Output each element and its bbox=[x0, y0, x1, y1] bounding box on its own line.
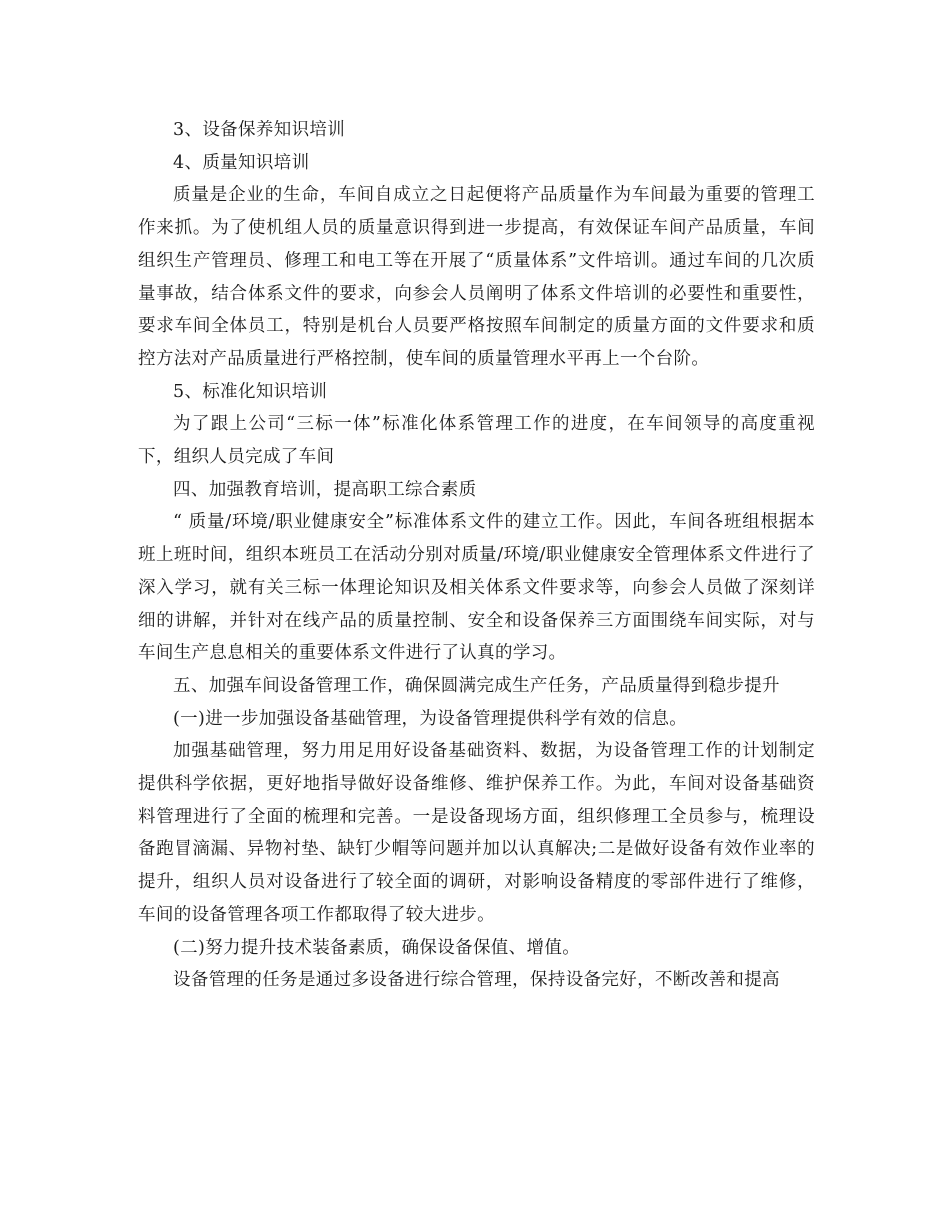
section-heading-equipment-maintenance-training: 3、设备保养知识培训 bbox=[173, 120, 346, 140]
paragraph-standardization-training: 为了跟上公司“三标一体”标准化体系管理工作的进度，在车间领导的高度重视下，组织人员完成了车间 bbox=[138, 414, 815, 468]
subsection-heading-technical-equipment: (二)努力提升技术装备素质，确保设备保值、增值。 bbox=[173, 937, 581, 958]
paragraph-quality-training: 质量是企业的生命，车间自成立之日起便将产品质量作为车间最为重要的管理工作来抓。为了使机组人员的质量意识得到进一步提高，有效保证车间产品质量，车间组织生产管理员、修理工和电工等在开展了“质量体系”文件培训。通过车间的几次质量事故，结合体系文件的要求，向参会人员阐明了体系文件培训的必要性和重要性，要求车间全体员工，特别是机台人员要严格按照车间制定的质量方面的文件要求和质控方法对产品质量进行严格控制，使车间的质量管理水平再上一个台阶。 bbox=[138, 185, 815, 369]
section-heading-standardization-training: 5、标准化知识培训 bbox=[173, 381, 328, 402]
document-body bbox=[138, 114, 815, 997]
section-heading-education-training: 四、加强教育培训，提高职工综合素质 bbox=[173, 479, 477, 500]
paragraph-basic-management: 加强基础管理，努力用足用好设备基础资料、数据，为设备管理工作的计划制定提供科学依据，更好地指导做好设备维修、维护保养工作。为此，车间对设备基础资料管理进行了全面的梳理和完善。一是设备现场方面，组织修理工全员参与，梳理设备跑冒滴漏、异物衬垫、缺钉少帽等问题并加以认真解决;二是做好设备有效作业率的提升，组织人员对设备进行了较全面的调研，对影响设备精度的零部件进行了维修，车间的设备管理各项工作都取得了较大进步。 bbox=[138, 741, 815, 925]
paragraph-system-documents: “ 质量/环境/职业健康安全”标准体系文件的建立工作。因此，车间各班组根据本班上班时间，组织本班员工在活动分别对质量/环境/职业健康安全管理体系文件进行了深入学习，就有关三标一体理论知识及相关体系文件要求等，向参会人员做了深刻详细的讲解，并针对在线产品的质量控制、安全和设备保养三方面围绕车间实际，对与车间生产息息相关的重要体系文件进行了认真的学习。 bbox=[138, 512, 815, 664]
section-heading-equipment-management: 五、加强车间设备管理工作，确保圆满完成生产任务，产品质量得到稳步提升 bbox=[173, 675, 780, 696]
paragraph-equipment-management-task: 设备管理的任务是通过多设备进行综合管理，保持设备完好，不断改善和提高 bbox=[173, 970, 780, 991]
subsection-heading-basic-management: (一)进一步加强设备基础管理，为设备管理提供科学有效的信息。 bbox=[173, 708, 688, 729]
section-heading-quality-training: 4、质量知识培训 bbox=[173, 152, 310, 173]
